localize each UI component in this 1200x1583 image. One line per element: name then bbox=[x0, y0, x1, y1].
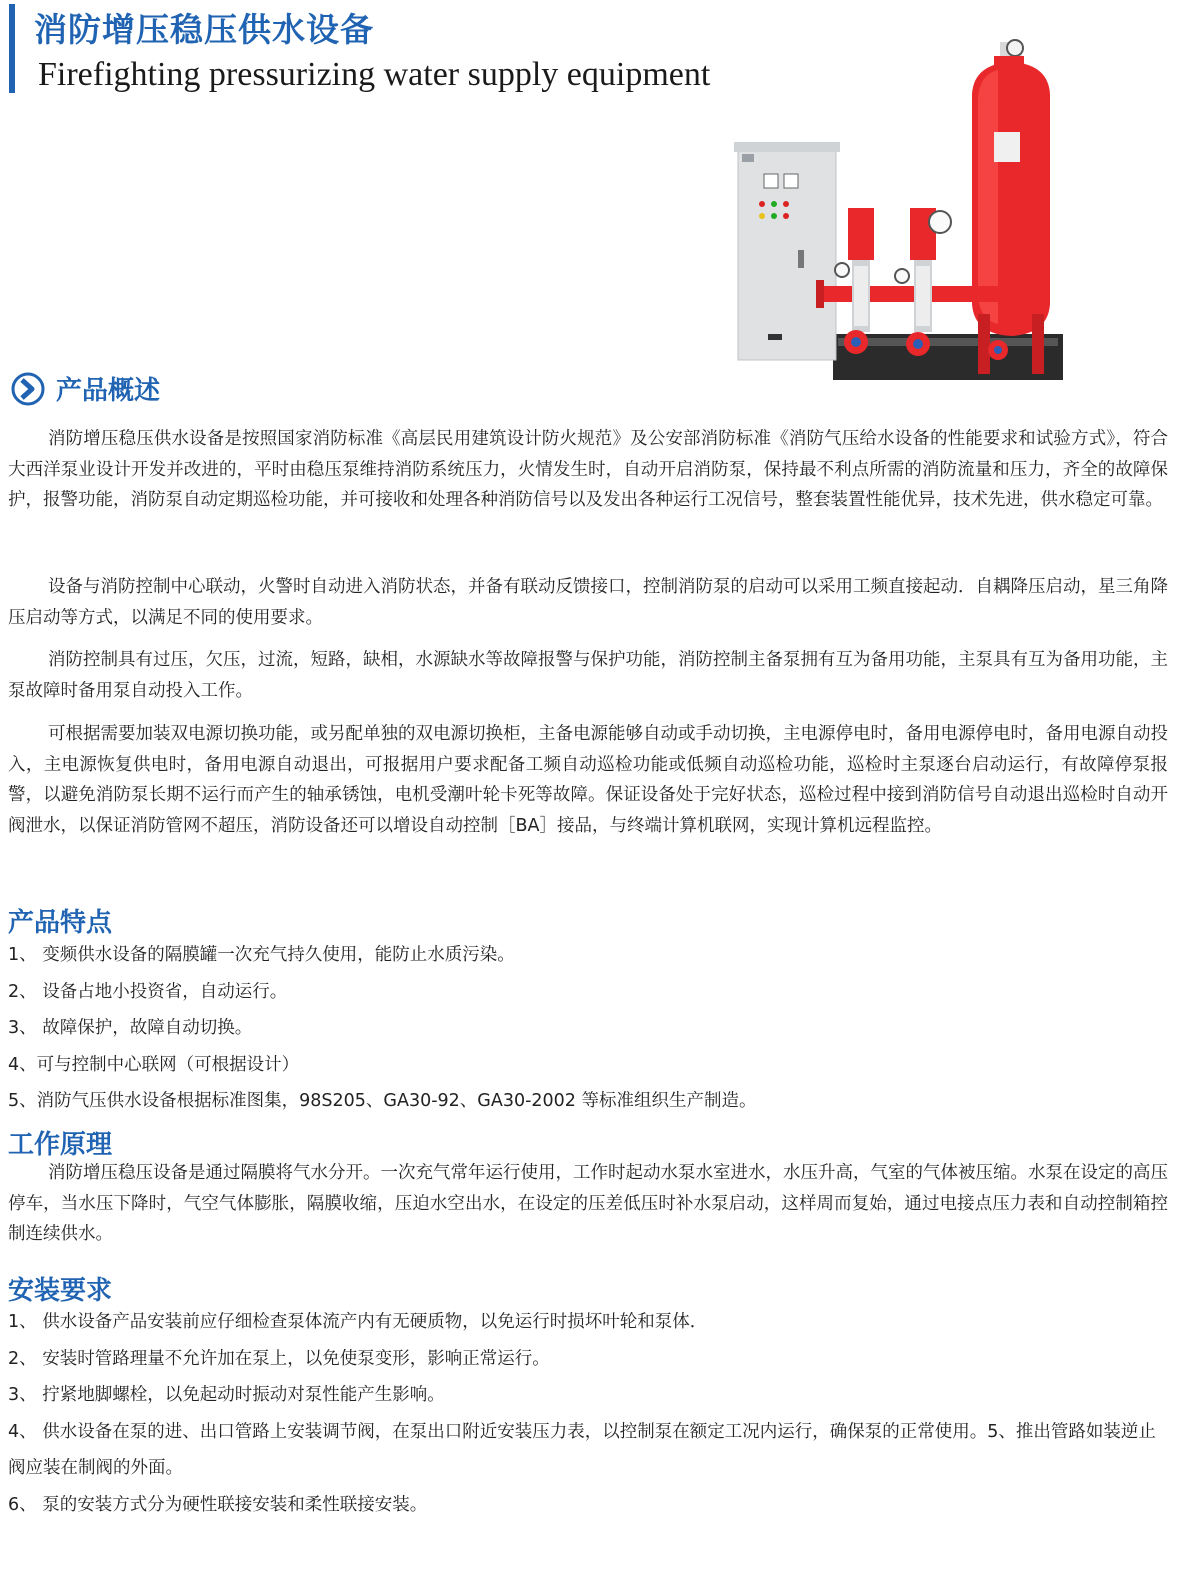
principle-paragraph: 消防增压稳压设备是通过隔膜将气水分开。一次充气常年运行使用，工作时起动水泵水室进水，水压升高，气室的气体被压缩。水泵在设定的高压停车，当水压下降时，气空气体膨胀，隔膜收缩，压迫水空出水，在设定的压差低压时补水泵启动，这样周而复始，通过电接点压力表和自动控制箱控制连续供水。 bbox=[8, 1163, 1168, 1244]
installation-list bbox=[8, 1304, 1168, 1523]
list-item: 1、 变频供水设备的隔膜罐一次充气持久使用，能防止水质污染。 bbox=[8, 945, 515, 965]
overview-paragraph-2: 设备与消防控制中心联动，火警时自动进入消防状态，并备有联动反馈接口，控制消防泵的启动可以采用工频直接起动．自耦降压启动，星三角降压启动等方式，以满足不同的使用要求。 bbox=[8, 577, 1168, 628]
title-accent-bar bbox=[9, 4, 15, 93]
features-list bbox=[8, 937, 1168, 1120]
overview-paragraph-1: 消防增压稳压供水设备是按照国家消防标准《高层民用建筑设计防火规范》及公安部消防标准《消防气压给水设备的性能要求和试验方式》，符合大西洋泵业设计开发并改进的，平时由稳压泵维持消防系统压力，火情发生时，自动开启消防泵，保持最不利点所需的消防流量和压力，齐全的故障保护，报警功能，消防泵自动定期巡检功能，并可接收和处理各种消防信号以及发出各种运行工况信号，整套装置性能优异，技术先进，供水稳定可靠。 bbox=[8, 429, 1168, 510]
list-item: 3、 故障保护，故障自动切换。 bbox=[8, 1018, 253, 1038]
overview-heading bbox=[10, 370, 160, 407]
page-title: 消防增压稳压供水设备 bbox=[34, 10, 374, 49]
list-item: 4、 供水设备在泵的进、出口管路上安装调节阀，在泵出口附近安装压力表，以控制泵在额定工况内运行，确保泵的正常使用。5、推出管路如装逆止阀应装在制阀的外面。 bbox=[8, 1421, 1156, 1478]
list-item: 5、消防气压供水设备根据标准图集，98S205、GA30-92、GA30-2002 等标准组织生产制造。 bbox=[8, 1091, 757, 1111]
list-item: 3、 拧紧地脚螺栓，以免起动时振动对泵性能产生影响。 bbox=[8, 1385, 445, 1405]
chevron-right-circle-icon bbox=[10, 371, 46, 407]
list-item: 2、 设备占地小投资省，自动运行。 bbox=[8, 981, 288, 1002]
installation-heading: 安装要求 bbox=[8, 1276, 113, 1306]
overview-paragraph-4: 可根据需要加装双电源切换功能，或另配单独的双电源切换柜，主备电源能够自动或手动切换，主电源停电时，备用电源停电时，备用电源自动投入，主电源恢复供电时，备用电源自动退出，可报据用户要求配备工频自动巡检功能或低频自动巡检功能，巡检时主泵逐台启动运行，有故障停泵报警，以避免消防泵长期不运行而产生的轴承锈蚀，电机受潮叶轮卡死等故障。保证设备处于完好状态，巡检过程中接到消防信号自动退出巡检时自动开阀泄水，以保证消防管网不超压，消防设备还可以增设自动控制［BA］接品，与终端计算机联网，实现计算机远程监控。 bbox=[8, 724, 1168, 836]
list-item: 4、可与控制中心联网（可根据设计） bbox=[8, 1054, 300, 1075]
list-item: 1、 供水设备产品安装前应仔细检查泵体流产内有无硬质物，以免运行时损坏叶轮和泵体． bbox=[8, 1312, 708, 1332]
overview-paragraph-3: 消防控制具有过压，欠压，过流，短路，缺相，水源缺水等故障报警与保护功能，消防控制主备泵拥有互为备用功能，主泵具有互为备用功能，主泵故障时备用泵自动投入工作。 bbox=[8, 650, 1168, 701]
features-heading: 产品特点 bbox=[8, 908, 113, 938]
page-subtitle-english: Firefighting pressurizing water supply equipment bbox=[38, 56, 711, 93]
principle-heading: 工作原理 bbox=[8, 1130, 113, 1160]
list-item: 2、 安装时管路理量不允许加在泵上，以免使泵变形，影响正常运行。 bbox=[8, 1348, 550, 1369]
product-photo bbox=[728, 34, 1096, 388]
list-item: 6、 泵的安装方式分为硬性联接安装和柔性联接安装。 bbox=[8, 1494, 428, 1515]
overview-heading-text: 产品概述 bbox=[56, 376, 161, 406]
